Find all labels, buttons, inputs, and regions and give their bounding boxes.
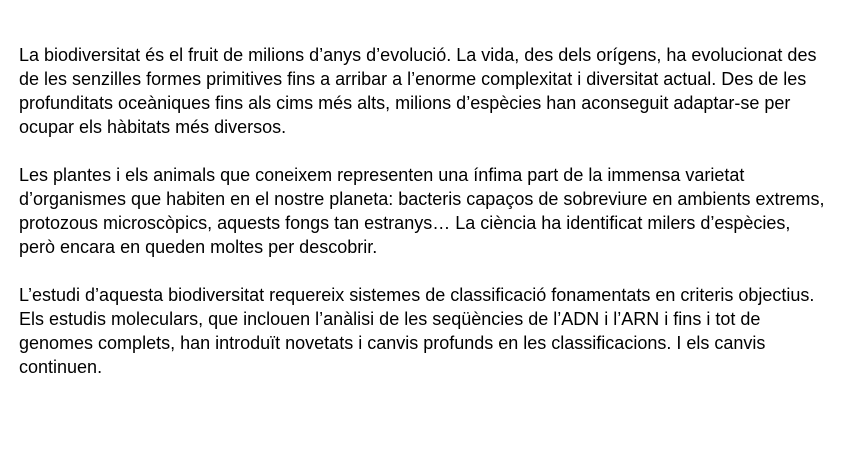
paragraph-biodiversity-origin: La biodiversitat és el fruit de milions d’anys d’evolució. La vida, des dels orígens, ha evolucionat des de les senzilles formes primitives fins a arribar a l’enorme complexitat i diversitat actual. Des de les profunditats oceàniques fins als cims més alts, milions d’espècies han aconseguit adaptar-se per ocupar els hàbitats més diversos. — [19, 45, 817, 137]
paragraph-classification-systems: L’estudi d’aquesta biodiversitat requereix sistemes de classificació fonamentats en criteris objectius. Els estudis moleculars, que inclouen l’anàlisi de les seqüències de l’ADN i l’ARN i fins i tot de genomes complets, han introduït novetats i canvis profunds en les classificacions. I els canvis continuen. — [19, 285, 815, 377]
document-body — [19, 43, 831, 403]
paragraph-organisms-variety: Les plantes i els animals que coneixem representen una ínfima part de la immensa varietat d’organismes que habiten en el nostre planeta: bacteris capaços de sobreviure en ambients extrems, protozous microscòpics, aquests fongs tan estranys… La ciència ha identificat milers d’espècies, però encara en queden moltes per descobrir. — [19, 165, 825, 257]
